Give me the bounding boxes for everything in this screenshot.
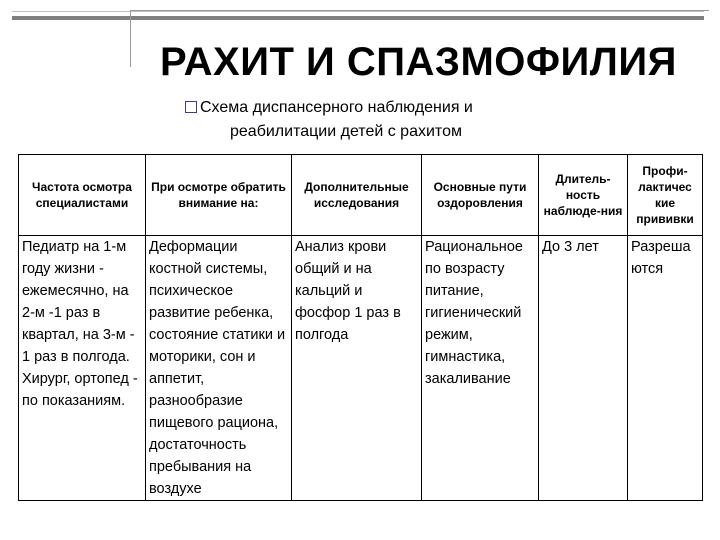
cell-recovery-ways: Рациональное по возрасту питание, гигиенический режим, гимнастика, закаливание [422, 236, 539, 501]
header-frequency: Частота осмотра специалистами [19, 155, 146, 236]
header-attention: При осмотре обратить внимание на: [146, 155, 292, 236]
subtitle-line-1: Схема диспансерного наблюдения и [200, 99, 473, 116]
table-header-row [19, 155, 703, 236]
page-title: РАХИТ И СПАЗМОФИЛИЯ [160, 40, 677, 84]
header-vaccinations: Профи-лактичес кие прививки [628, 155, 703, 236]
table-row [19, 236, 703, 501]
cell-attention: Деформации костной системы, психическое развитие ребенка, состояние статики и моторики, сон и аппетит, разнообразие пищевого рациона, достаточность пребывания на воздухе [146, 236, 292, 501]
cell-additional-tests: Анализ крови общий и на кальций и фосфор 1 раз в полгода [292, 236, 422, 501]
subtitle-line-2: реабилитации детей с рахитом [230, 123, 462, 140]
cell-frequency: Педиатр на 1-м году жизни - ежемесячно, на 2-м -1 раз в квартал, на 3-м - 1 раз в полгода. Хирург, ортопед - по показаниям. [19, 236, 146, 501]
header-recovery-ways: Основные пути оздоровления [422, 155, 539, 236]
subtitle [185, 96, 585, 144]
cell-vaccinations: Разреша ются [628, 236, 703, 501]
cell-duration: До 3 лет [539, 236, 628, 501]
header-duration: Длитель-ность наблюде-ния [539, 155, 628, 236]
dispensary-table [18, 154, 703, 501]
header-additional-tests: Дополнительные исследования [292, 155, 422, 236]
square-bullet-icon [185, 101, 197, 113]
